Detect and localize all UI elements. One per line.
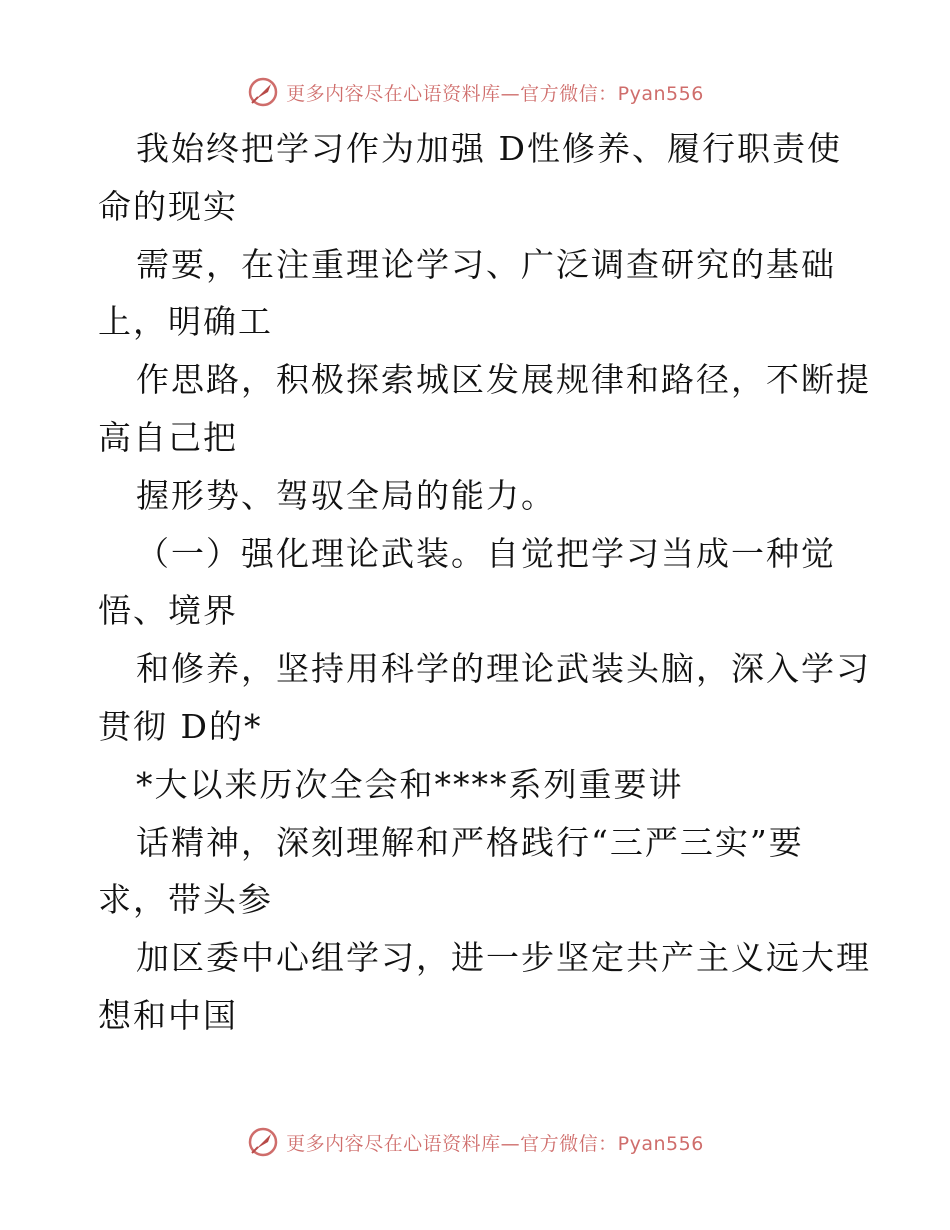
text-line: 我始终把学习作为加强 D性修养、履行职责使	[136, 129, 842, 168]
text-line: 命的现实	[98, 186, 238, 226]
text-line: 想和中国	[98, 995, 238, 1035]
text-line: （一）强化理论武装。自觉把学习当成一种觉	[136, 533, 836, 573]
header-watermark	[0, 72, 950, 112]
text-line: *大以来历次全会和****系列重要讲	[136, 764, 684, 804]
document-body	[98, 120, 871, 1045]
text-line: 和修养，坚持用科学的理论武装头脑，深入学习	[136, 649, 871, 689]
text-line: 高自己把	[98, 417, 238, 457]
text-line: 话精神，深刻理解和严格践行“三严三实”要	[136, 822, 804, 862]
text-line: 上，明确工	[98, 302, 273, 342]
text-line: 悟、境界	[98, 591, 238, 631]
text-line: 求，带头参	[98, 880, 273, 920]
text-line: 加区委中心组学习，进一步坚定共产主义远大理	[136, 938, 871, 978]
text-line: 握形势、驾驭全局的能力。	[136, 475, 556, 515]
text-line: 需要，在注重理论学习、广泛调查研究的基础	[136, 244, 836, 284]
text-line: 贯彻 D的*	[98, 706, 263, 746]
watermark-text: 更多内容尽在心语资料库—官方微信：Pyan556	[286, 1132, 704, 1155]
quill-logo-icon	[246, 75, 280, 109]
watermark-text: 更多内容尽在心语资料库—官方微信：Pyan556	[286, 82, 704, 105]
footer-watermark	[0, 1122, 950, 1162]
text-line: 作思路，积极探索城区发展规律和路径，不断提	[136, 360, 871, 400]
quill-logo-icon	[246, 1125, 280, 1159]
